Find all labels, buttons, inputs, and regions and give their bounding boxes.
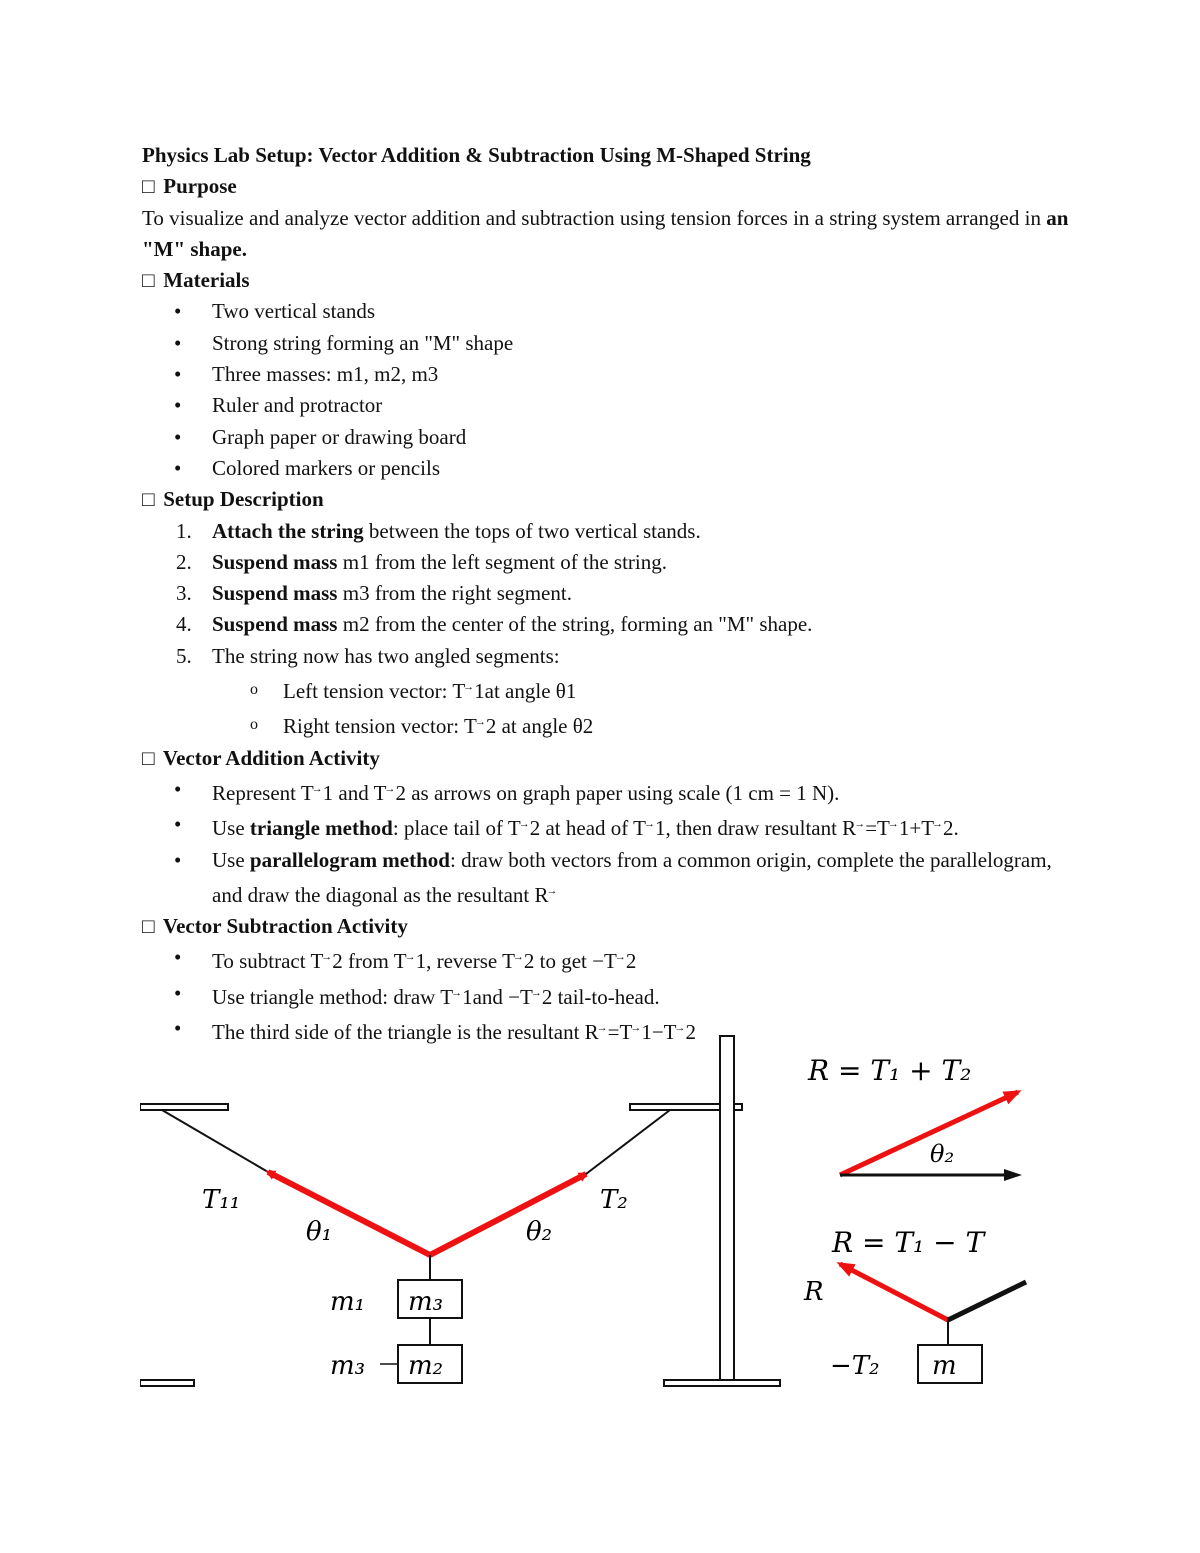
list-item: • Strong string forming an "M" shape	[142, 328, 1072, 359]
box-icon: □	[142, 745, 155, 770]
resultant-diff-vector	[840, 1264, 948, 1320]
vector-diagram	[140, 1030, 1030, 1400]
label-theta2-right: θ₂	[930, 1140, 955, 1168]
list-item: 3. Suspend mass m3 from the right segment.	[176, 581, 572, 606]
list-item: • The third side of the triangle is the resultant R→=T→1−T→2	[142, 1013, 1072, 1048]
label-m1: m₁	[330, 1287, 366, 1317]
label-theta2: θ₂	[526, 1217, 553, 1247]
list-item: • Represent T→1 and T→2 as arrows on graph paper using scale (1 cm = 1 N).	[142, 774, 1072, 809]
list-item: • Colored markers or pencils	[142, 453, 1072, 484]
list-item: • To subtract T→2 from T→1, reverse T→2 to get −T→2	[142, 942, 1072, 977]
stand-base	[664, 1380, 780, 1386]
tension-t2-vector	[430, 1174, 586, 1255]
label-diff-equation: R = T₁ − T	[832, 1226, 985, 1259]
label-theta1: θ₁	[306, 1217, 333, 1247]
resultant-sum-vector	[840, 1092, 1018, 1175]
list-item: 2. Suspend mass m1 from the left segment of the string.	[176, 549, 667, 574]
purpose-heading: □ Purpose	[142, 171, 1072, 202]
label-m2-box: m₂	[408, 1351, 444, 1381]
setup-steps	[142, 516, 1072, 672]
label-r: R	[804, 1277, 824, 1307]
box-icon: □	[142, 268, 155, 293]
document-text	[142, 140, 1072, 1048]
tension-t1-vector	[268, 1172, 430, 1255]
label-sum-equation: R = T₁ + T₂	[808, 1054, 972, 1087]
label-m-box: m	[932, 1351, 957, 1381]
addition-list	[142, 774, 1072, 911]
vertical-stand	[720, 1036, 734, 1384]
list-item: 1. Attach the string between the tops of two vertical stands.	[176, 518, 701, 543]
right-string	[586, 1110, 670, 1174]
box-icon: □	[142, 487, 155, 512]
list-item: • Two vertical stands	[142, 296, 1072, 327]
label-neg-t2: −T₂	[830, 1351, 880, 1381]
list-item: • Graph paper or drawing board	[142, 422, 1072, 453]
list-item: • Ruler and protractor	[142, 390, 1072, 421]
purpose-text: To visualize and analyze vector addition and subtraction using tension forces in a string system arranged in an "M" shape.	[142, 205, 1069, 261]
subtraction-heading: □ Vector Subtraction Activity	[142, 911, 1072, 942]
list-item: • Use triangle method: draw T→1and −T→2 tail-to-head.	[142, 978, 1072, 1013]
label-m3-box: m₃	[408, 1287, 444, 1317]
left-string	[162, 1110, 268, 1172]
materials-list	[142, 296, 1072, 484]
left-support-bar	[140, 1104, 228, 1110]
list-item: o Left tension vector: T→1at angle θ1	[142, 672, 1072, 707]
addition-heading: □ Vector Addition Activity	[142, 743, 1072, 774]
list-item: • Use parallelogram method: draw both vectors from a common origin, complete the parallelogram, and draw the diagonal as the resultant R→	[142, 845, 1072, 912]
label-t2: T₂	[600, 1185, 628, 1215]
list-item: 5. The string now has two angled segments:	[176, 643, 560, 668]
materials-heading: □ Materials	[142, 265, 1072, 296]
neg-t2-vector	[948, 1282, 1026, 1320]
list-item: • Three masses: m1, m2, m3	[142, 359, 1072, 390]
list-item: • Use triangle method: place tail of T→2 at head of T→1, then draw resultant R→=T→1+T→2.	[142, 809, 1072, 844]
setup-heading: □ Setup Description	[142, 484, 1072, 515]
vector-diagram-svg	[140, 1030, 1030, 1400]
page-title: Physics Lab Setup: Vector Addition & Subtraction Using M-Shaped String	[142, 143, 811, 167]
setup-substeps	[142, 672, 1072, 743]
box-icon: □	[142, 174, 155, 199]
list-item: 4. Suspend mass m2 from the center of the string, forming an "M" shape.	[176, 612, 813, 637]
box-icon: □	[142, 914, 155, 939]
left-base-bar	[140, 1380, 194, 1386]
label-t11: T₁₁	[202, 1185, 241, 1215]
label-m3: m₃	[330, 1351, 366, 1381]
list-item: o Right tension vector: T→2 at angle θ2	[142, 707, 1072, 742]
